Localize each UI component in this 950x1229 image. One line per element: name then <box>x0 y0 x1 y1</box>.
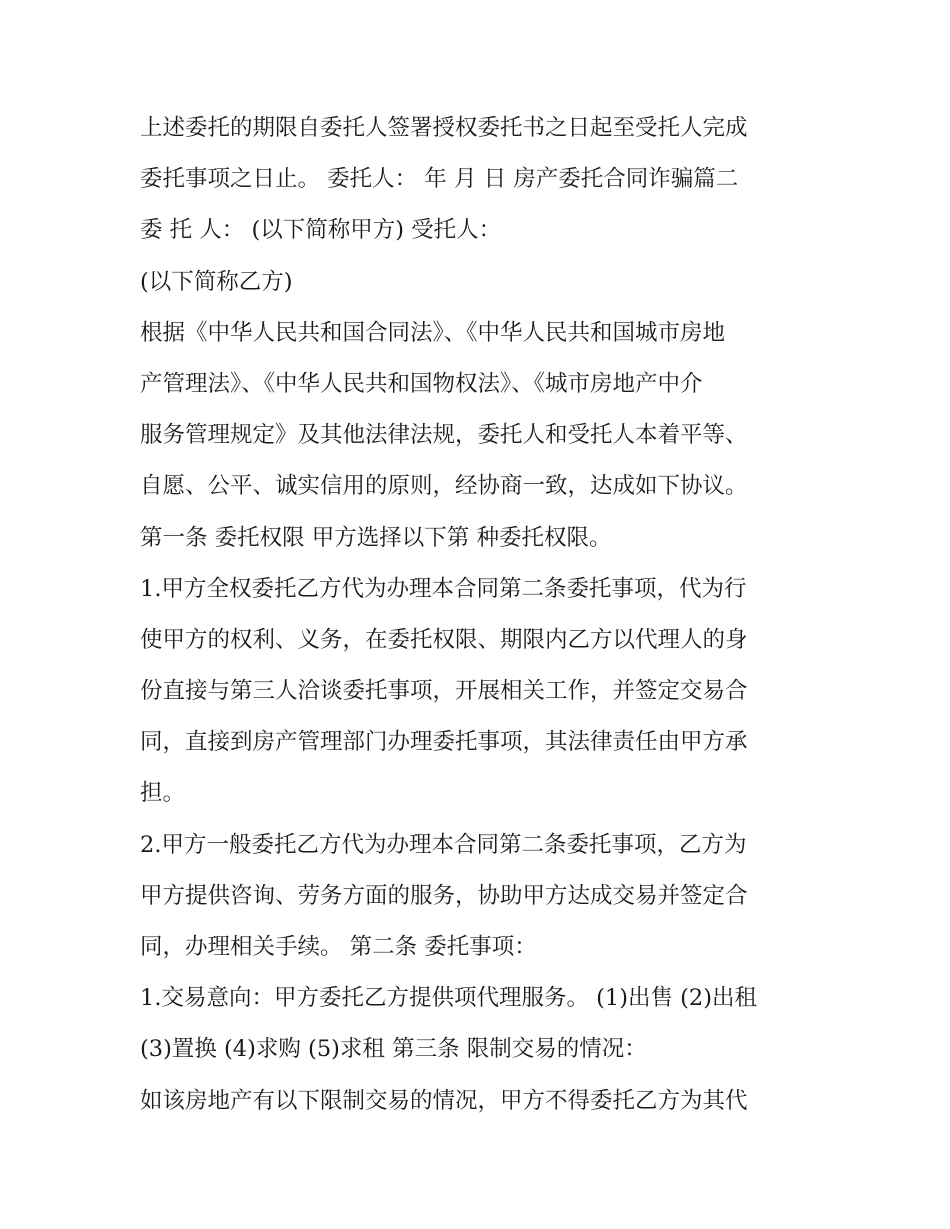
document-body <box>140 103 830 1127</box>
text-line: 委 托 人： (以下简称甲方) 受托人： <box>140 217 502 244</box>
text-line: 服务管理规定》及其他法律法规，委托人和受托人本着平等、 <box>140 422 748 449</box>
text-line: 份直接与第三人洽谈委托事项，开展相关工作，并签定交易合 <box>140 678 748 705</box>
text-line: 甲方提供咨询、劳务方面的服务，协助甲方达成交易并签定合 <box>140 882 748 909</box>
text-line: 自愿、公平、诚实信用的原则，经协商一致，达成如下协议。 <box>140 473 748 500</box>
text-line: 根据《中华人民共和国合同法》、《中华人民共和国城市房地 <box>140 319 726 346</box>
text-line: 使甲方的权利、义务，在委托权限、期限内乙方以代理人的身 <box>140 626 748 653</box>
text-line: 第一条 委托权限 甲方选择以下第 种委托权限。 <box>140 524 612 551</box>
text-line: 上述委托的期限自委托人签署授权委托书之日起至受托人完成 <box>140 115 748 141</box>
text-line: 如该房地产有以下限制交易的情况，甲方不得委托乙方为其代 <box>140 1087 748 1114</box>
text-line: 1.甲方全权委托乙方代为办理本合同第二条委托事项，代为行 <box>140 575 747 602</box>
text-line: 担。 <box>140 780 186 807</box>
text-line: 1.交易意向：甲方委托乙方提供项代理服务。 (1)出售 (2)出租 <box>140 985 758 1012</box>
text-line: 委托事项之日止。 委托人： 年 月 日 房产委托合同诈骗篇二 <box>140 166 739 193</box>
text-line: 同，办理相关手续。 第二条 委托事项： <box>140 934 537 960</box>
text-line: 2.甲方一般委托乙方代为办理本合同第二条委托事项，乙方为 <box>140 831 747 858</box>
text-line: (以下简称乙方) <box>140 268 293 295</box>
text-line: 同，直接到房产管理部门办理委托事项，其法律责任由甲方承 <box>140 729 748 756</box>
text-line: 产管理法》、《中华人民共和国物权法》、《城市房地产中介 <box>140 370 703 397</box>
text-line: (3)置换 (4)求购 (5)求租 第三条 限制交易的情况： <box>140 1036 647 1063</box>
